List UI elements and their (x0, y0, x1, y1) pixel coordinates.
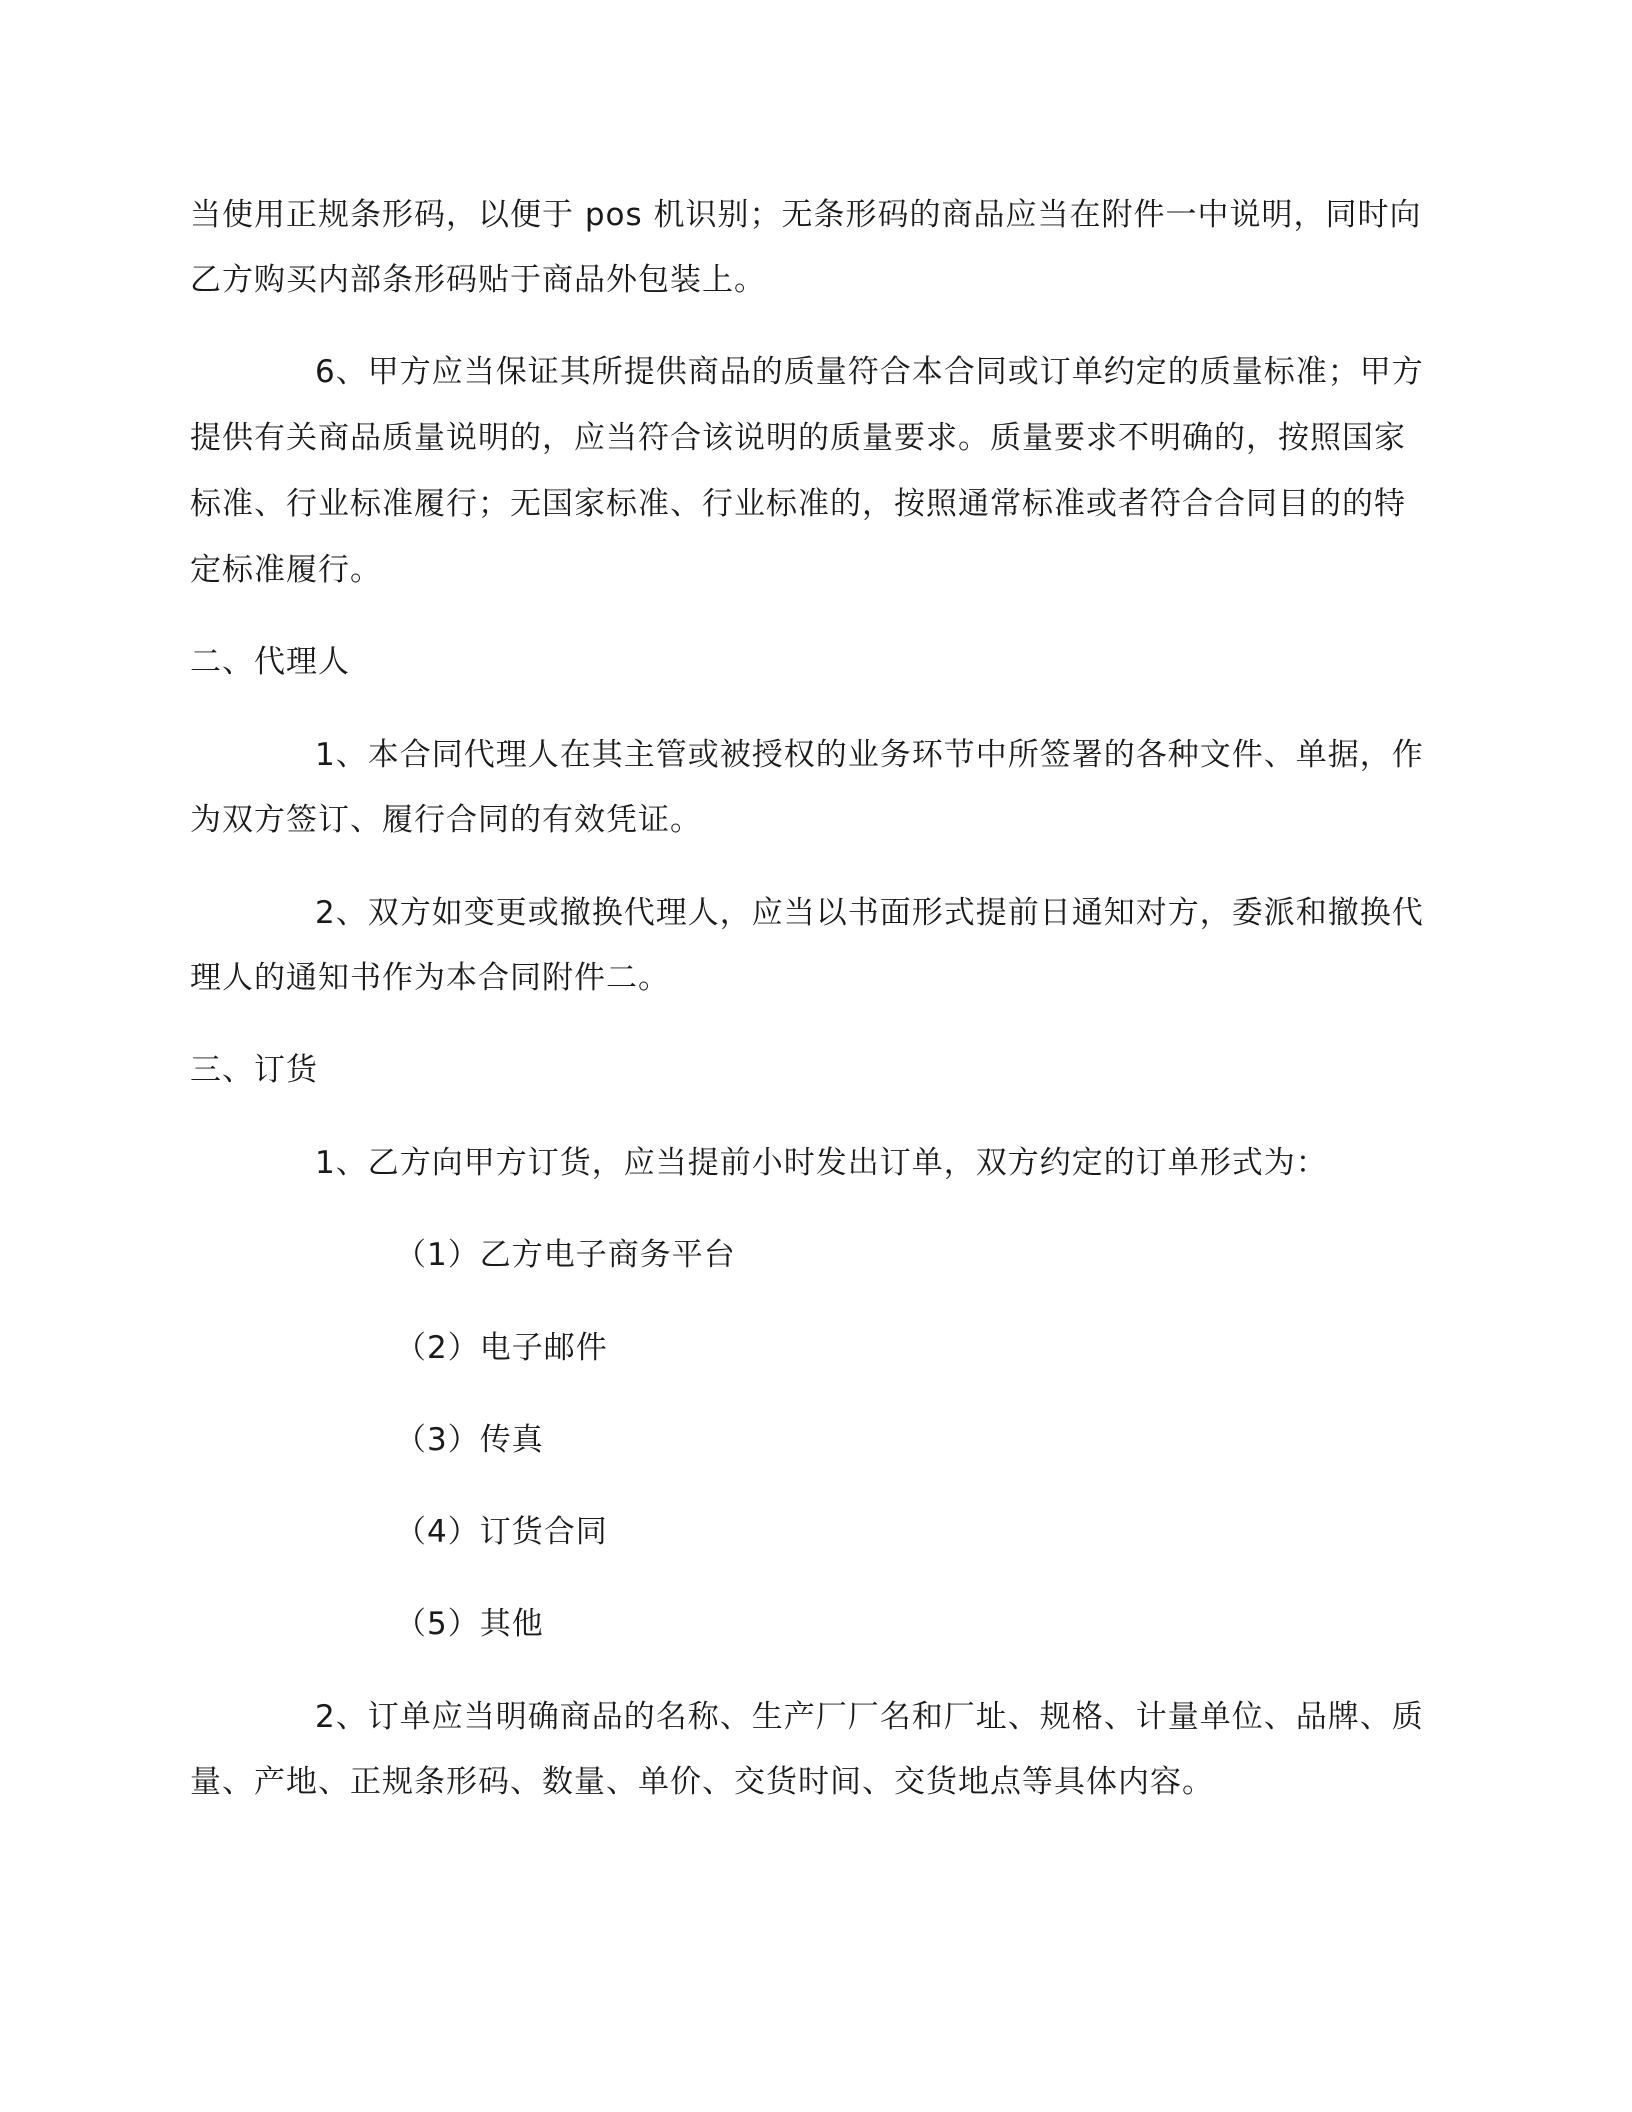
paragraph-line: 提供有关商品质量说明的，应当符合该说明的质量要求。质量要求不明确的，按照国家 (190, 420, 1406, 456)
paragraph-line: 6、甲方应当保证其所提供商品的质量符合本合同或订单约定的质量标准；甲方 (315, 354, 1424, 390)
section-heading: 二、代理人 (190, 644, 350, 680)
list-item: （2）电子邮件 (395, 1330, 608, 1366)
paragraph-line: 乙方购买内部条形码贴于商品外包装上。 (190, 262, 766, 298)
paragraph-line: 标准、行业标准履行；无国家标准、行业标准的，按照通常标准或者符合合同目的的特 (190, 486, 1406, 522)
list-item: （4）订货合同 (395, 1514, 608, 1550)
paragraph-line: 理人的通知书作为本合同附件二。 (190, 960, 670, 996)
list-item: （1）乙方电子商务平台 (395, 1237, 736, 1273)
list-item: （5）其他 (395, 1606, 544, 1642)
list-item: （3）传真 (395, 1422, 544, 1458)
paragraph-line: 2、订单应当明确商品的名称、生产厂厂名和厂址、规格、计量单位、品牌、质 (315, 1699, 1424, 1735)
paragraph-line: 量、产地、正规条形码、数量、单价、交货时间、交货地点等具体内容。 (190, 1764, 1214, 1800)
paragraph-line: 定标准履行。 (190, 552, 382, 588)
section-heading: 三、订货 (190, 1052, 318, 1088)
paragraph-line: 1、本合同代理人在其主管或被授权的业务环节中所签署的各种文件、单据，作 (315, 737, 1424, 773)
paragraph-line: 当使用正规条形码，以便于 pos 机识别；无条形码的商品应当在附件一中说明，同时向 (190, 197, 1422, 233)
paragraph-line: 1、乙方向甲方订货，应当提前小时发出订单，双方约定的订单形式为： (315, 1145, 1328, 1181)
paragraph-line: 为双方签订、履行合同的有效凭证。 (190, 802, 702, 838)
paragraph-line: 2、双方如变更或撤换代理人，应当以书面形式提前日通知对方，委派和撤换代 (315, 895, 1424, 931)
